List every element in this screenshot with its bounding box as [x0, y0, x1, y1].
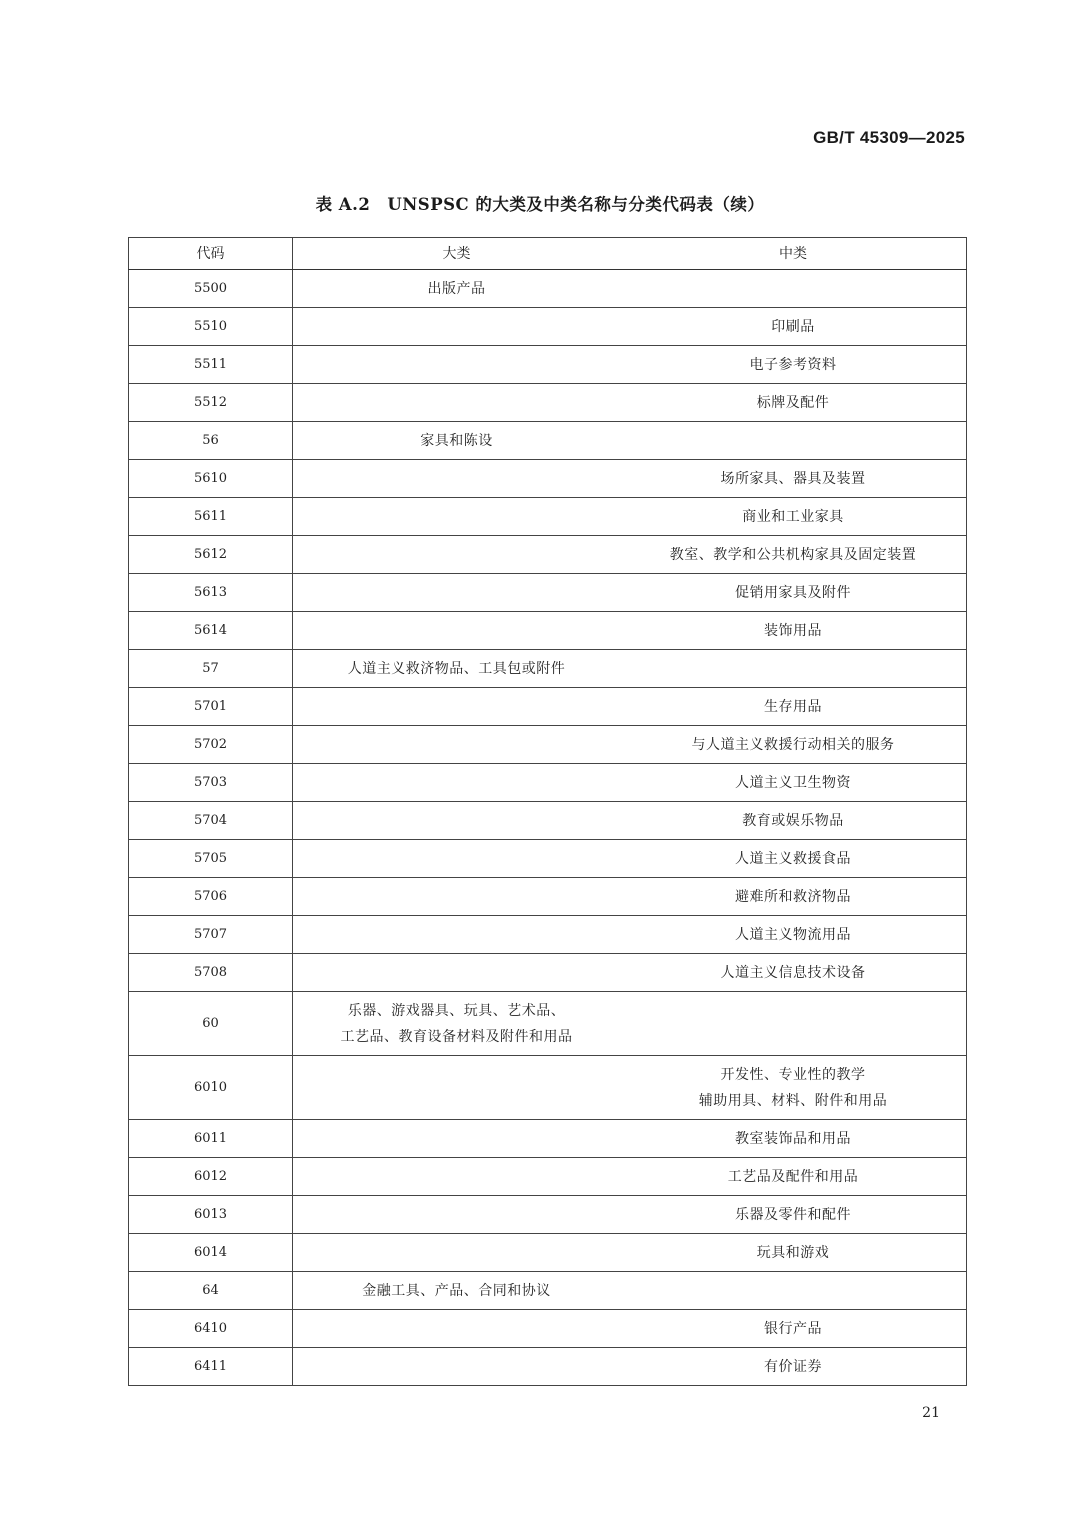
column-header-major: 大类 — [442, 245, 471, 262]
row-code: 5613 — [129, 574, 293, 612]
column-header-classes — [293, 238, 967, 270]
row-code: 6410 — [129, 1310, 293, 1348]
table-row — [129, 1056, 967, 1120]
row-class-cell — [293, 346, 967, 384]
row-code: 6012 — [129, 1158, 293, 1196]
row-class-cell — [293, 1348, 967, 1386]
row-code: 5703 — [129, 764, 293, 802]
table-row — [129, 308, 967, 346]
table-row — [129, 346, 967, 384]
row-class-cell — [293, 802, 967, 840]
table-row — [129, 802, 967, 840]
table-row — [129, 726, 967, 764]
table-row — [129, 650, 967, 688]
row-code: 57 — [129, 650, 293, 688]
row-code: 5708 — [129, 954, 293, 992]
row-class-cell — [293, 612, 967, 650]
table-row — [129, 1158, 967, 1196]
table-row — [129, 878, 967, 916]
table-row — [129, 270, 967, 308]
row-class-cell — [293, 1272, 967, 1310]
row-code: 6014 — [129, 1234, 293, 1272]
table-row — [129, 574, 967, 612]
row-code: 5510 — [129, 308, 293, 346]
row-code: 5611 — [129, 498, 293, 536]
row-class-cell — [293, 726, 967, 764]
table-row — [129, 384, 967, 422]
row-minor-class: 避难所和救济物品 — [735, 888, 851, 905]
row-class-cell — [293, 840, 967, 878]
row-class-cell — [293, 1234, 967, 1272]
row-class-cell — [293, 270, 967, 308]
row-class-cell — [293, 1310, 967, 1348]
row-class-cell — [293, 1120, 967, 1158]
row-minor-class: 教室装饰品和用品 — [735, 1130, 851, 1147]
table-row — [129, 916, 967, 954]
row-major-class: 乐器、游戏器具、玩具、艺术品、 工艺品、教育设备材料及附件和用品 — [340, 1002, 573, 1045]
row-code: 56 — [129, 422, 293, 460]
row-major-class: 家具和陈设 — [420, 432, 493, 449]
row-code: 5512 — [129, 384, 293, 422]
row-code: 6013 — [129, 1196, 293, 1234]
row-minor-class: 电子参考资料 — [749, 356, 837, 373]
row-class-cell — [293, 878, 967, 916]
table-title: 表 A.2 UNSPSC 的大类及中类名称与分类代码表（续） — [315, 195, 765, 214]
row-class-cell — [293, 1056, 967, 1120]
row-code: 64 — [129, 1272, 293, 1310]
table-row — [129, 688, 967, 726]
row-minor-class: 场所家具、器具及装置 — [720, 470, 866, 487]
table-row — [129, 498, 967, 536]
row-class-cell — [293, 308, 967, 346]
row-minor-class: 人道主义救援食品 — [735, 850, 851, 867]
table-row — [129, 1310, 967, 1348]
table-row — [129, 536, 967, 574]
row-code: 5706 — [129, 878, 293, 916]
row-code: 6010 — [129, 1056, 293, 1120]
row-minor-class: 银行产品 — [764, 1320, 822, 1337]
row-code: 5702 — [129, 726, 293, 764]
table-header-row — [129, 238, 967, 270]
table-row — [129, 422, 967, 460]
row-minor-class: 工艺品及配件和用品 — [727, 1168, 859, 1185]
row-class-cell — [293, 650, 967, 688]
row-major-class: 出版产品 — [427, 280, 486, 297]
row-code: 5610 — [129, 460, 293, 498]
row-class-cell — [293, 1158, 967, 1196]
table-row — [129, 1348, 967, 1386]
row-minor-class: 与人道主义救援行动相关的服务 — [691, 736, 895, 753]
row-minor-class: 人道主义信息技术设备 — [720, 964, 866, 981]
table-row — [129, 840, 967, 878]
row-minor-class: 生存用品 — [764, 698, 822, 715]
column-header-code: 代码 — [129, 238, 293, 270]
table-row — [129, 1272, 967, 1310]
row-class-cell — [293, 992, 967, 1056]
table-row — [129, 992, 967, 1056]
standard-number: GB/T 45309—2025 — [813, 128, 965, 147]
table-row — [129, 1196, 967, 1234]
row-code: 5701 — [129, 688, 293, 726]
row-class-cell — [293, 498, 967, 536]
column-header-minor: 中类 — [779, 245, 807, 262]
row-code: 5614 — [129, 612, 293, 650]
row-class-cell — [293, 1196, 967, 1234]
row-code: 5707 — [129, 916, 293, 954]
row-major-class: 人道主义救济物品、工具包或附件 — [347, 660, 566, 677]
row-minor-class: 装饰用品 — [764, 622, 822, 639]
table-body — [129, 270, 967, 1386]
row-minor-class: 人道主义卫生物资 — [735, 774, 851, 791]
row-minor-class: 乐器及零件和配件 — [735, 1206, 851, 1223]
row-code: 5511 — [129, 346, 293, 384]
table-row — [129, 764, 967, 802]
row-code: 5500 — [129, 270, 293, 308]
row-minor-class: 促销用家具及附件 — [735, 584, 851, 601]
table-row — [129, 460, 967, 498]
row-minor-class: 人道主义物流用品 — [735, 926, 851, 943]
row-minor-class: 玩具和游戏 — [756, 1244, 830, 1261]
row-class-cell — [293, 954, 967, 992]
row-code: 6011 — [129, 1120, 293, 1158]
row-class-cell — [293, 384, 967, 422]
row-minor-class: 有价证券 — [764, 1358, 822, 1375]
row-minor-class: 商业和工业家具 — [742, 508, 844, 525]
row-minor-class: 教育或娱乐物品 — [742, 812, 844, 829]
row-code: 5612 — [129, 536, 293, 574]
row-minor-class: 开发性、专业性的教学 辅助用具、材料、附件和用品 — [698, 1066, 888, 1109]
table-row — [129, 1234, 967, 1272]
row-minor-class: 教室、教学和公共机构家具及固定装置 — [669, 546, 917, 563]
row-class-cell — [293, 574, 967, 612]
row-code: 60 — [129, 992, 293, 1056]
row-class-cell — [293, 422, 967, 460]
row-class-cell — [293, 460, 967, 498]
row-major-class: 金融工具、产品、合同和协议 — [362, 1282, 551, 1299]
row-code: 5704 — [129, 802, 293, 840]
row-minor-class: 印刷品 — [771, 318, 815, 335]
table-row — [129, 612, 967, 650]
row-class-cell — [293, 764, 967, 802]
row-minor-class: 标牌及配件 — [756, 394, 830, 411]
row-code: 6411 — [129, 1348, 293, 1386]
table-row — [129, 954, 967, 992]
page-number: 21 — [922, 1405, 940, 1421]
row-class-cell — [293, 536, 967, 574]
table-row — [129, 1120, 967, 1158]
classification-table — [128, 237, 967, 1386]
row-code: 5705 — [129, 840, 293, 878]
row-class-cell — [293, 916, 967, 954]
row-class-cell — [293, 688, 967, 726]
